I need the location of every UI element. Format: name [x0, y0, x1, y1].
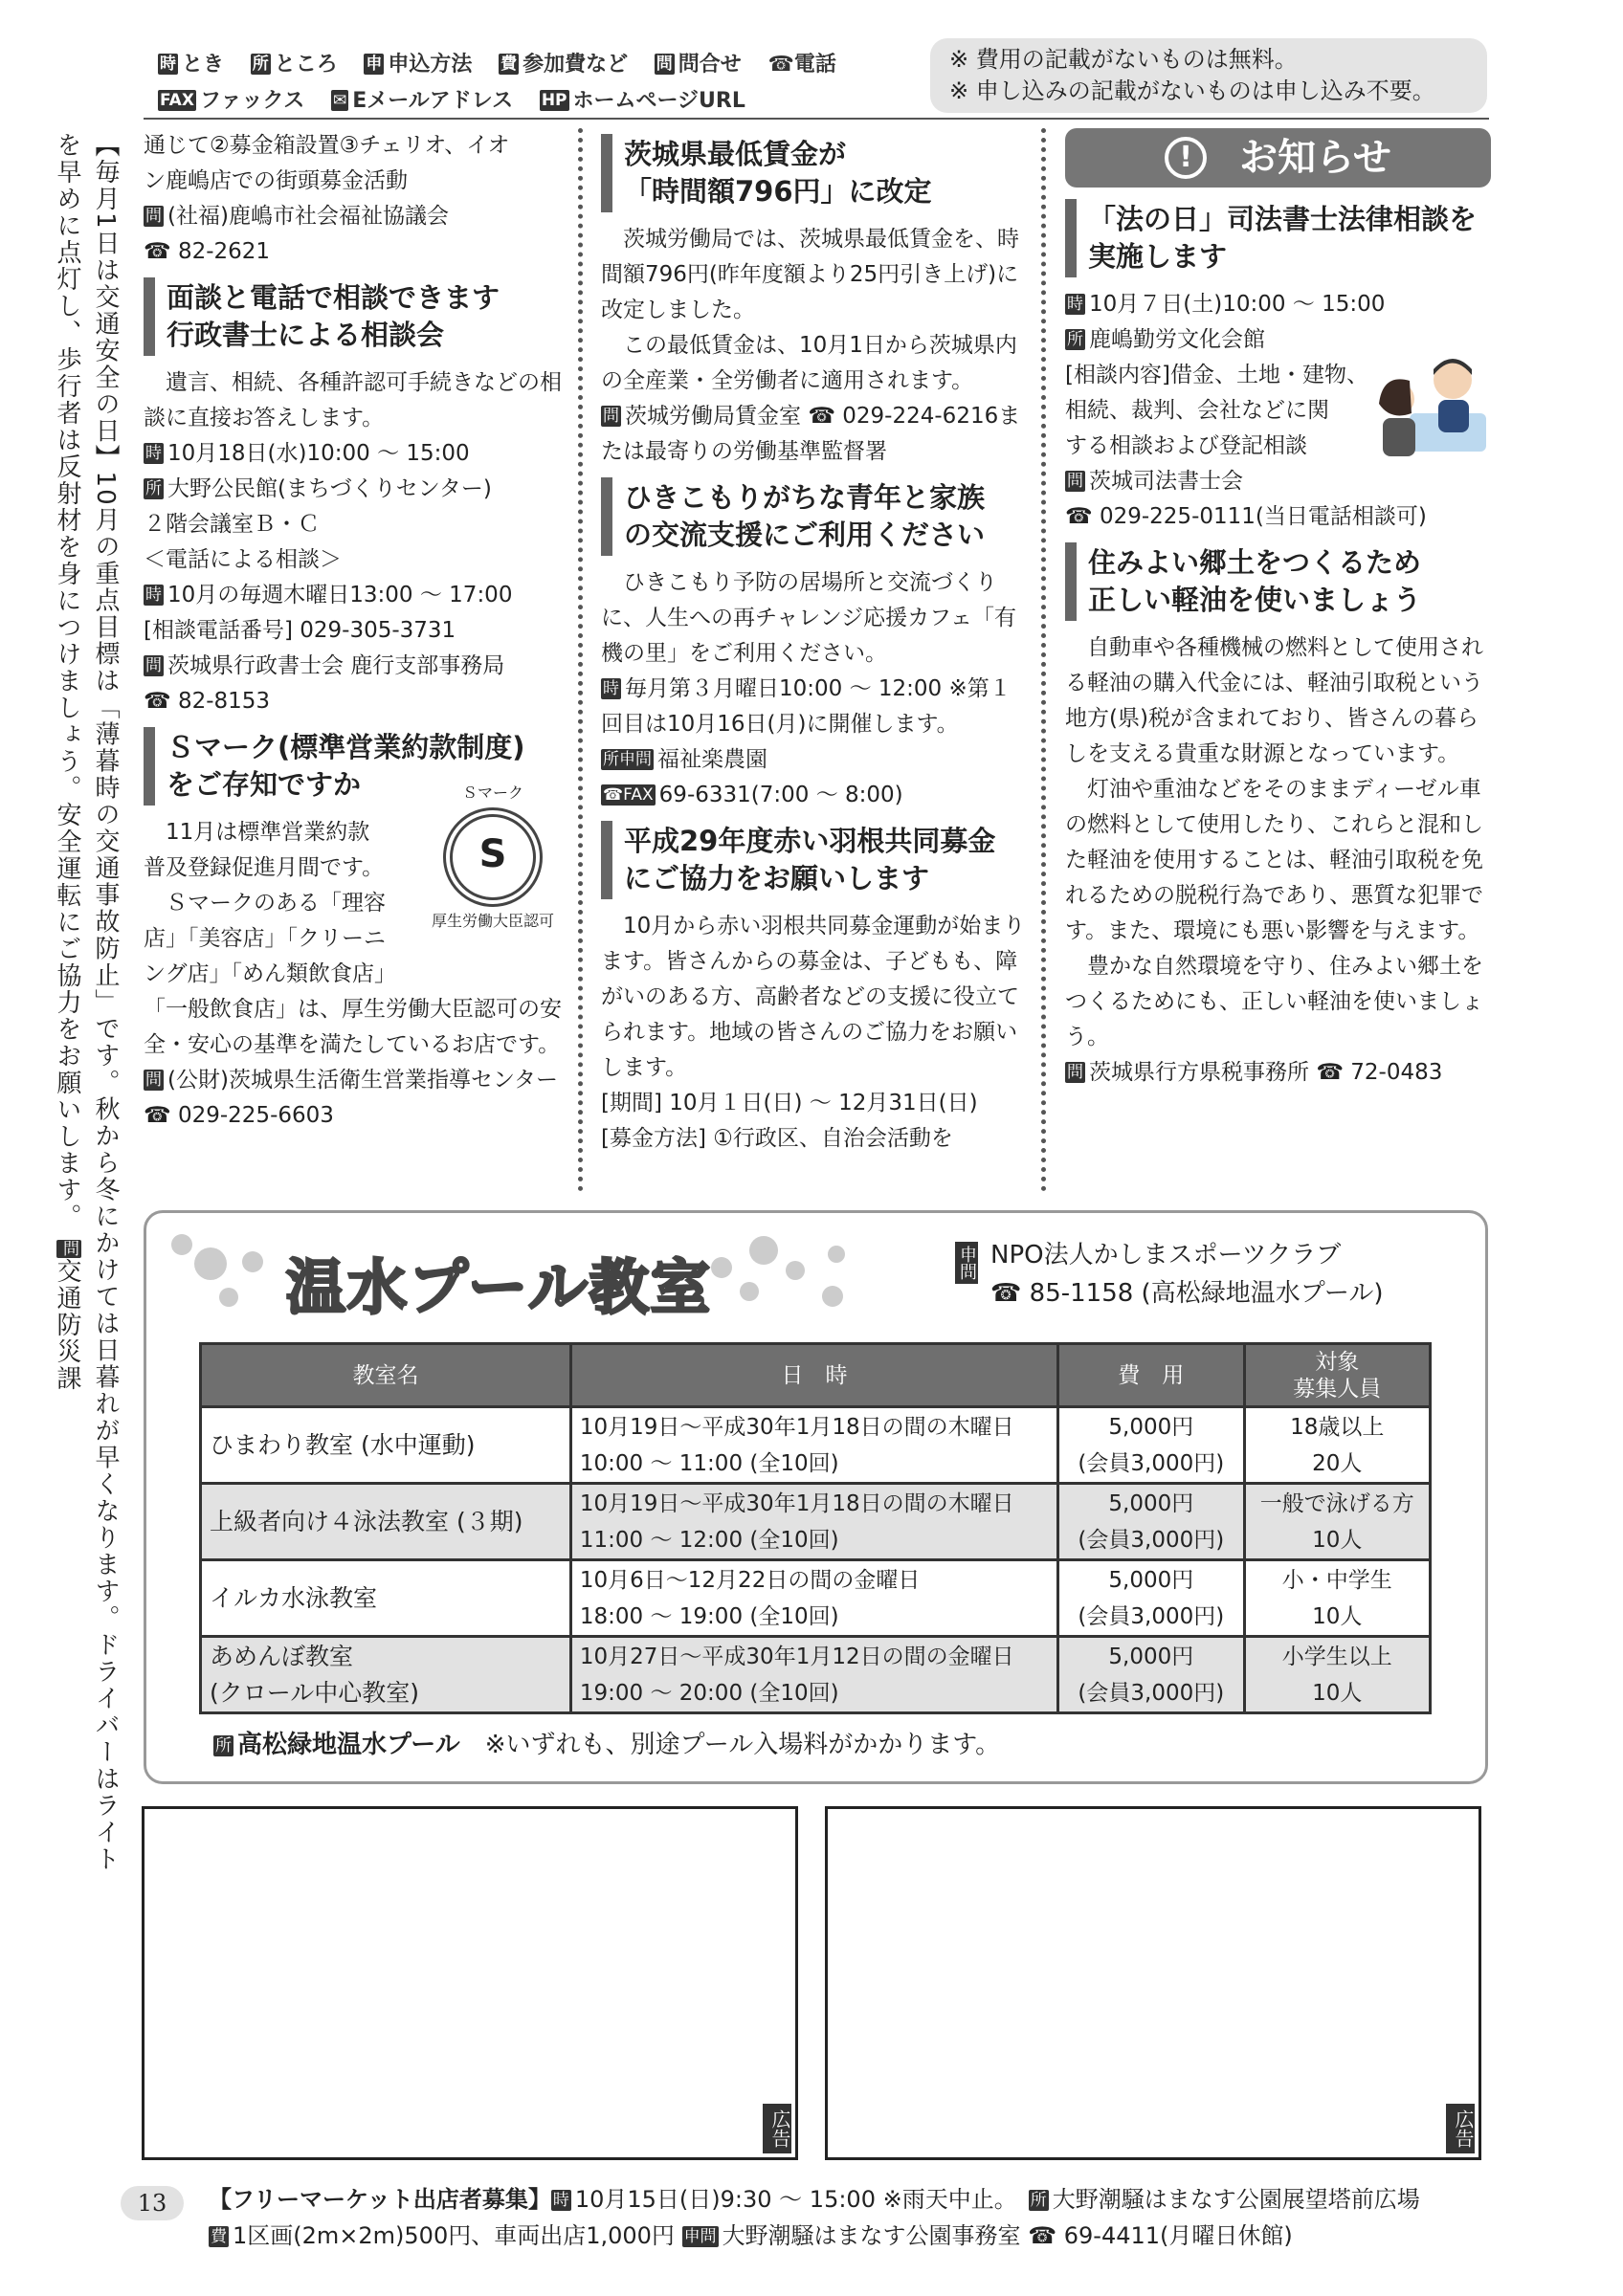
tel-text: 72-0483: [1350, 1060, 1443, 1085]
table-row: [201, 1560, 1431, 1637]
text-line: ン鹿嶋店での街頭募金活動: [144, 168, 408, 193]
fee-line: (会員3,000円): [1078, 1527, 1225, 1553]
class-target: [1244, 1560, 1430, 1637]
article-title: [601, 134, 1027, 212]
title-line: 正しい軽油を使いましょう: [1088, 584, 1422, 616]
apply-icon: 申: [366, 55, 383, 74]
s-mark-logo: [421, 783, 565, 932]
notice-banner: [1065, 128, 1491, 188]
time-icon: 時: [145, 444, 162, 463]
phone-icon: ☎: [144, 689, 171, 714]
contact-text: 大野潮騒はまなす公園事務室: [722, 2222, 1021, 2249]
logo-caption: 厚生労働大臣認可: [431, 912, 554, 930]
inquiry-icon: 問: [603, 407, 619, 426]
legend-fax: [158, 89, 304, 113]
sub-heading: ＜電話による相談＞: [144, 547, 342, 572]
inquiry-icon: 問: [56, 1240, 81, 1258]
legend-label: 電話: [793, 53, 836, 77]
time-icon: 時: [160, 55, 176, 74]
column-3: [1065, 128, 1491, 1091]
pool-place: 高松緑地温水プール: [237, 1731, 460, 1759]
fee-line: 5,000円: [1108, 1490, 1194, 1516]
phone-fax-icon: ☎FAX: [603, 785, 654, 805]
consultation-illustration-icon: [1371, 346, 1491, 466]
notice-line: ※ 費用の記載がないものは無料。: [949, 46, 1298, 73]
apply-inquiry-icon: 申問: [683, 2227, 717, 2246]
legend-fee: [499, 53, 628, 77]
tel-text: 029-225-0111(当日電話相談可): [1099, 504, 1427, 529]
legend-label: ホームページURL: [572, 89, 745, 113]
place-text: 福祉楽農園: [657, 747, 767, 772]
time-text: 10月15日(日)9:30 ～ 15:00 ※雨天中止。: [574, 2186, 1006, 2213]
contact-text: (公財)茨城県生活衛生営業指導センター: [167, 1068, 559, 1093]
article-body: ひきこもり予防の居場所と交流づくりに、人生への再チャレンジ応援カフェ「有機の里」をご利用ください。: [601, 570, 1017, 666]
tel-text: 029-225-6603: [177, 1103, 334, 1128]
tel-text: 82-2621: [177, 239, 271, 264]
title-line: Ｓマーク(標準営業約款制度): [167, 731, 525, 763]
class-date: [570, 1637, 1057, 1713]
page-number: 13: [121, 2186, 184, 2220]
decor-dot: [828, 1246, 845, 1263]
phone-icon: ☎: [144, 239, 171, 264]
fee-line: 5,000円: [1108, 1644, 1194, 1669]
flea-market-notice: [209, 2181, 1420, 2254]
col-header: 日 時: [570, 1344, 1057, 1407]
time-text: 10月の毎週木曜日13:00 ～ 17:00: [167, 583, 513, 607]
place-text: 鹿嶋勤労文化会館: [1089, 327, 1265, 352]
tel-line: [144, 684, 565, 719]
text-line: 相続、裁判、会社などに関: [1065, 398, 1329, 423]
legend-label: とき: [182, 53, 225, 77]
date-line: 10月6日～12月22日の間の金曜日: [579, 1567, 921, 1593]
time-line: [144, 436, 565, 472]
column-divider: [1041, 128, 1046, 1192]
advertisement-box[interactable]: [825, 1806, 1481, 2160]
fee-text: 1区画(2m×2m)500円、車両出店1,000円: [233, 2222, 675, 2249]
place-icon: 所: [215, 1736, 232, 1755]
decor-dot: [194, 1247, 227, 1280]
place-line: [601, 742, 1027, 778]
column-1: [144, 128, 565, 1134]
phone-icon: ☎: [990, 1279, 1022, 1308]
title-line: 行政書士による相談会: [167, 319, 445, 351]
phone-icon: ☎: [144, 1103, 171, 1128]
phone-icon: ☎: [1316, 1060, 1344, 1085]
decor-dot: [786, 1261, 805, 1280]
title-line: の交流支援にご利用ください: [624, 519, 986, 551]
legend-time: [158, 53, 224, 77]
date-line: 18:00 ～ 19:00 (全10回): [579, 1603, 839, 1629]
place-icon: 所: [145, 479, 162, 498]
consult-block: [1065, 358, 1491, 464]
legend-label: ファックス: [199, 89, 305, 113]
time-line: [144, 578, 565, 613]
legend-email: [331, 89, 513, 113]
tel-text: 82-8153: [177, 689, 271, 714]
article-body: 自動車や各種機械の燃料として使用される軽油の購入代金には、軽油引取税という地方(県)税が含まれており、皆さんの暮らしを支える貴重な財源となっています。: [1065, 635, 1483, 766]
side-contact: 交通防災課: [53, 1258, 81, 1393]
article-body: 「一般飲食店」は、厚生労働大臣認可の安全・安心の基準を満たしているお店です。: [144, 997, 562, 1057]
decor-dot: [740, 1282, 759, 1301]
contact-text: 茨城労働局賃金室: [625, 404, 801, 429]
target-line: 18歳以上: [1290, 1414, 1385, 1440]
inquiry-icon: 問: [1067, 1063, 1083, 1082]
col-header: [1244, 1344, 1430, 1407]
place-text: 大野公民館(まちづくりセンター): [167, 476, 492, 501]
time-line: [1065, 287, 1491, 322]
method-line: [募金方法] ①行政区、自治会活動を: [601, 1126, 953, 1151]
decor-dot: [711, 1257, 732, 1278]
pool-contact: [990, 1236, 1384, 1313]
contact-text: 茨城県行方県税事務所: [1089, 1060, 1309, 1085]
date-line: 10月19日～平成30年1月18日の間の木曜日: [579, 1414, 1014, 1440]
title-line: 「時間額796円」に改定: [624, 175, 932, 208]
legend-row-2: [158, 84, 914, 121]
class-fee: [1058, 1407, 1244, 1484]
org-name: NPO法人かしまスポーツクラブ: [990, 1241, 1342, 1269]
advertisement-box[interactable]: [142, 1806, 798, 2160]
side-text: 【毎月1日は交通安全の日】10月の重点目標は「薄暮時の交通事故防止」です。秋から冬にかけては日暮れが早くなります。ドライバーはライトを早めに点灯し、歩行者は反射材を身につけましょう。安全運転にご協力をお願いします。: [53, 132, 120, 1873]
class-fee: [1058, 1560, 1244, 1637]
s-mark-icon: S: [443, 807, 543, 907]
legend-inquiry: [655, 53, 742, 77]
pool-note: ※いずれも、別途プール入場料がかかります。: [484, 1731, 1001, 1759]
decor-dot: [749, 1236, 778, 1265]
target-line: 10人: [1312, 1603, 1363, 1629]
place-icon: 所: [252, 55, 269, 74]
place-icon: 所: [1067, 330, 1083, 349]
table-row: [201, 1407, 1431, 1484]
target-line: 小学生以上: [1281, 1644, 1392, 1669]
place-line: [144, 472, 565, 507]
contact-text: 茨城県行政書士会 鹿行支部事務局: [167, 653, 505, 678]
email-icon: ✉: [332, 91, 347, 110]
class-name: 上級者向け４泳法教室 (３期): [201, 1484, 571, 1560]
contact-text: (社福)鹿嶋市社会福祉協議会: [167, 204, 449, 229]
article-title: [1065, 542, 1491, 621]
fee-line: 5,000円: [1108, 1567, 1194, 1593]
article-body: 遺言、相続、各種許認可手続きなどの相談に直接お答えします。: [144, 370, 562, 430]
fee-line: (会員3,000円): [1078, 1680, 1225, 1706]
legend-label: ところ: [274, 53, 338, 77]
legend-place: [251, 53, 338, 77]
table-header-row: [201, 1344, 1431, 1407]
legend-phone: [767, 53, 835, 77]
contact-line: [144, 1063, 565, 1134]
inquiry-icon: 問: [1067, 472, 1083, 491]
tel-text: 69-4411(月曜日休館): [1063, 2222, 1293, 2249]
legend-label: Eメールアドレス: [352, 89, 514, 113]
article-body: 10月から赤い羽根共同募金運動が始まります。皆さんからの募金は、子どもも、障がいのある方、高齢者などの支援に役立てられます。地域の皆さんのご協力をお願いします。: [601, 914, 1026, 1080]
header-line: 募集人員: [1293, 1376, 1382, 1402]
title-line: 平成29年度赤い羽根共同募金: [624, 825, 996, 857]
footer-line-1: [209, 2181, 1420, 2218]
name-line: (クロール中心教室): [210, 1678, 420, 1707]
class-name: イルカ水泳教室: [201, 1560, 571, 1637]
footer-title: 【フリーマーケット出店者募集】: [209, 2186, 551, 2213]
heated-pool-classes-box: [144, 1210, 1488, 1784]
decor-dot: [219, 1288, 238, 1307]
tel-text: 69-6331(7:00 ～ 8:00): [658, 783, 903, 807]
icon-legend: [158, 48, 914, 121]
text-line: [相談内容]借金、土地・建物、: [1065, 363, 1368, 387]
place-detail: ２階会議室Ｂ・Ｃ: [144, 512, 320, 537]
traffic-safety-side-note: [53, 132, 124, 1873]
time-icon: 時: [1067, 295, 1083, 314]
inquiry-icon: 問: [145, 207, 162, 226]
phone-icon: ☎: [767, 53, 794, 77]
column-divider: [578, 128, 583, 1192]
legend-apply: [364, 53, 472, 77]
place-icon: 所: [1030, 2191, 1047, 2210]
tel-text: 029-224-6216または最寄りの労働基準監督署: [601, 404, 1021, 464]
text-line: 11月は標準営業約款: [166, 820, 370, 845]
contact-line: [601, 399, 1027, 470]
decor-dot: [822, 1286, 843, 1307]
article-title: [1065, 199, 1491, 277]
contact-text: 茨城司法書士会: [1089, 469, 1243, 494]
target-line: 20人: [1312, 1450, 1363, 1476]
class-target: [1244, 1407, 1430, 1484]
article-title: [144, 277, 565, 356]
article-body: 灯油や重油などをそのままディーゼル車の燃料として使用したり、これらと混和した軽油を使用することは、軽油引取税を免れるための脱税行為であり、悪質な犯罪です。また、環境にも悪い影響を与えます。: [1065, 777, 1483, 943]
phone-number: [相談電話番号] 029-305-3731: [144, 618, 456, 643]
ad-label: 広告: [763, 2104, 791, 2153]
class-target: [1244, 1637, 1430, 1713]
class-date: [570, 1560, 1057, 1637]
class-fee: [1058, 1484, 1244, 1560]
inquiry-icon: 問: [145, 1071, 162, 1090]
place-apply-inquiry-icon: 所申問: [603, 750, 652, 769]
tel-line: [601, 778, 1027, 813]
legend-label: 参加費など: [522, 53, 629, 77]
article-body: 茨城労働局では、茨城県最低賃金を、時間額796円(昨年度額より25円引き上げ)に改定しました。: [601, 227, 1019, 322]
time-text: 10月７日(土)10:00 ～ 15:00: [1089, 292, 1386, 317]
fee-icon: 費: [500, 55, 518, 74]
header-line: 対象: [1315, 1349, 1360, 1375]
decor-dot: [171, 1234, 192, 1255]
title-line: をご存知ですか: [167, 768, 362, 801]
pool-schedule-table: [199, 1342, 1432, 1714]
class-fee: [1058, 1637, 1244, 1713]
exclamation-icon: !: [1165, 137, 1207, 179]
fee-line: 5,000円: [1108, 1414, 1194, 1440]
phone-icon: ☎: [1065, 504, 1093, 529]
inquiry-icon: 問: [656, 55, 673, 74]
class-date: [570, 1407, 1057, 1484]
title-line: 住みよい郷土をつくるため: [1088, 546, 1422, 579]
contact-line: [144, 649, 565, 684]
fee-icon: 費: [211, 2227, 227, 2246]
date-line: 11:00 ～ 12:00 (全10回): [579, 1527, 839, 1553]
date-line: 10月27日～平成30年1月12日の間の金曜日: [579, 1644, 1014, 1669]
class-date: [570, 1484, 1057, 1560]
class-target: [1244, 1484, 1430, 1560]
title-line: にご協力をお願いします: [624, 862, 930, 894]
fee-line: (会員3,000円): [1078, 1450, 1225, 1476]
tel-line: [1065, 499, 1491, 535]
notice-line: ※ 申し込みの記載がないものは申し込み不要。: [949, 77, 1435, 104]
table-row: [201, 1637, 1431, 1713]
legend-label: 申込方法: [388, 53, 473, 77]
tel-text: 85-1158 (高松緑地温水プール): [1029, 1279, 1384, 1308]
fax-icon: FAX: [160, 91, 194, 110]
text-line: 普及登録促進月間です。: [144, 855, 385, 880]
apply-inquiry-icon: 申問: [955, 1242, 978, 1284]
pool-footnote: [213, 1725, 1000, 1760]
homepage-icon: HP: [541, 91, 567, 110]
class-name: ひまわり教室 (水中運動): [201, 1407, 571, 1484]
time-icon: 時: [603, 679, 619, 698]
column-2: [601, 128, 1027, 1157]
table-row: [201, 1484, 1431, 1560]
article-body: この最低賃金は、10月1日から茨城県内の全産業・全労働者に適用されます。: [601, 333, 1017, 393]
phone-icon: ☎: [1028, 2222, 1057, 2249]
tel-line: [144, 234, 565, 270]
target-line: 小・中学生: [1281, 1567, 1392, 1593]
article-title: [601, 821, 1027, 899]
legend-row-1: [158, 48, 914, 84]
contact-line: [1065, 464, 1491, 499]
target-line: 一般で泳げる方: [1259, 1490, 1414, 1516]
time-text: 10月18日(水)10:00 ～ 15:00: [167, 441, 470, 466]
title-line: 面談と電話で相談できます: [167, 281, 500, 314]
title-line: ひきこもりがちな青年と家族: [624, 481, 986, 514]
time-line: [601, 672, 1027, 742]
target-line: 10人: [1312, 1527, 1363, 1553]
phone-icon: ☎: [808, 404, 835, 429]
title-line: 「法の日」司法書士法律相談を: [1088, 203, 1478, 235]
target-line: 10人: [1312, 1680, 1363, 1706]
text-line: 通じて②募金箱設置③チェリオ、イオ: [144, 133, 510, 158]
time-icon: 時: [145, 585, 162, 605]
text-line: 店」「美容店」「クリーニ: [144, 926, 386, 951]
header-divider: [144, 118, 1489, 120]
article-title: [601, 477, 1027, 556]
text-line: Ｓマークのある「理容: [166, 891, 386, 916]
place-text: 大野潮騒はまなす公園展望塔前広場: [1052, 2186, 1420, 2213]
class-name: [201, 1637, 571, 1713]
banner-text: お知らせ: [1239, 136, 1391, 180]
legend-label: 問合せ: [678, 53, 742, 77]
logo-caption: Ｓマーク: [461, 784, 523, 802]
legend-homepage: [540, 89, 745, 113]
decor-dot: [242, 1251, 263, 1272]
title-line: 茨城県最低賃金が: [624, 138, 847, 170]
time-icon: 時: [552, 2191, 569, 2210]
date-line: 10月19日～平成30年1月18日の間の木曜日: [579, 1490, 1014, 1516]
col-header: 費 用: [1058, 1344, 1244, 1407]
pool-title: 温水プール教室: [286, 1252, 712, 1322]
fee-notice-box: [930, 38, 1487, 113]
contact-line: [1065, 1055, 1491, 1091]
text-line: する相談および登記相談: [1065, 433, 1307, 458]
text-line: ング店」「めん類飲食店」: [144, 961, 397, 986]
period-line: [期間] 10月１日(日) ～ 12月31日(日): [601, 1091, 978, 1115]
name-line: あめんぼ教室: [210, 1642, 354, 1670]
footer-line-2: [209, 2218, 1420, 2254]
ad-label: 広告: [1446, 2104, 1475, 2153]
title-line: 実施します: [1088, 240, 1228, 273]
inquiry-icon: 問: [145, 656, 162, 675]
col-header: 教室名: [201, 1344, 571, 1407]
time-text: 毎月第３月曜日10:00 ～ 12:00 ※第１回目は10月16日(月)に開催します。: [601, 676, 1012, 737]
fee-line: (会員3,000円): [1078, 1603, 1225, 1629]
date-line: 19:00 ～ 20:00 (全10回): [579, 1680, 839, 1706]
date-line: 10:00 ～ 11:00 (全10回): [579, 1450, 839, 1476]
article-body: 豊かな自然環境を守り、住みよい郷土をつくるためにも、正しい軽油を使いましょう。: [1065, 954, 1483, 1049]
contact-line: [144, 199, 565, 234]
